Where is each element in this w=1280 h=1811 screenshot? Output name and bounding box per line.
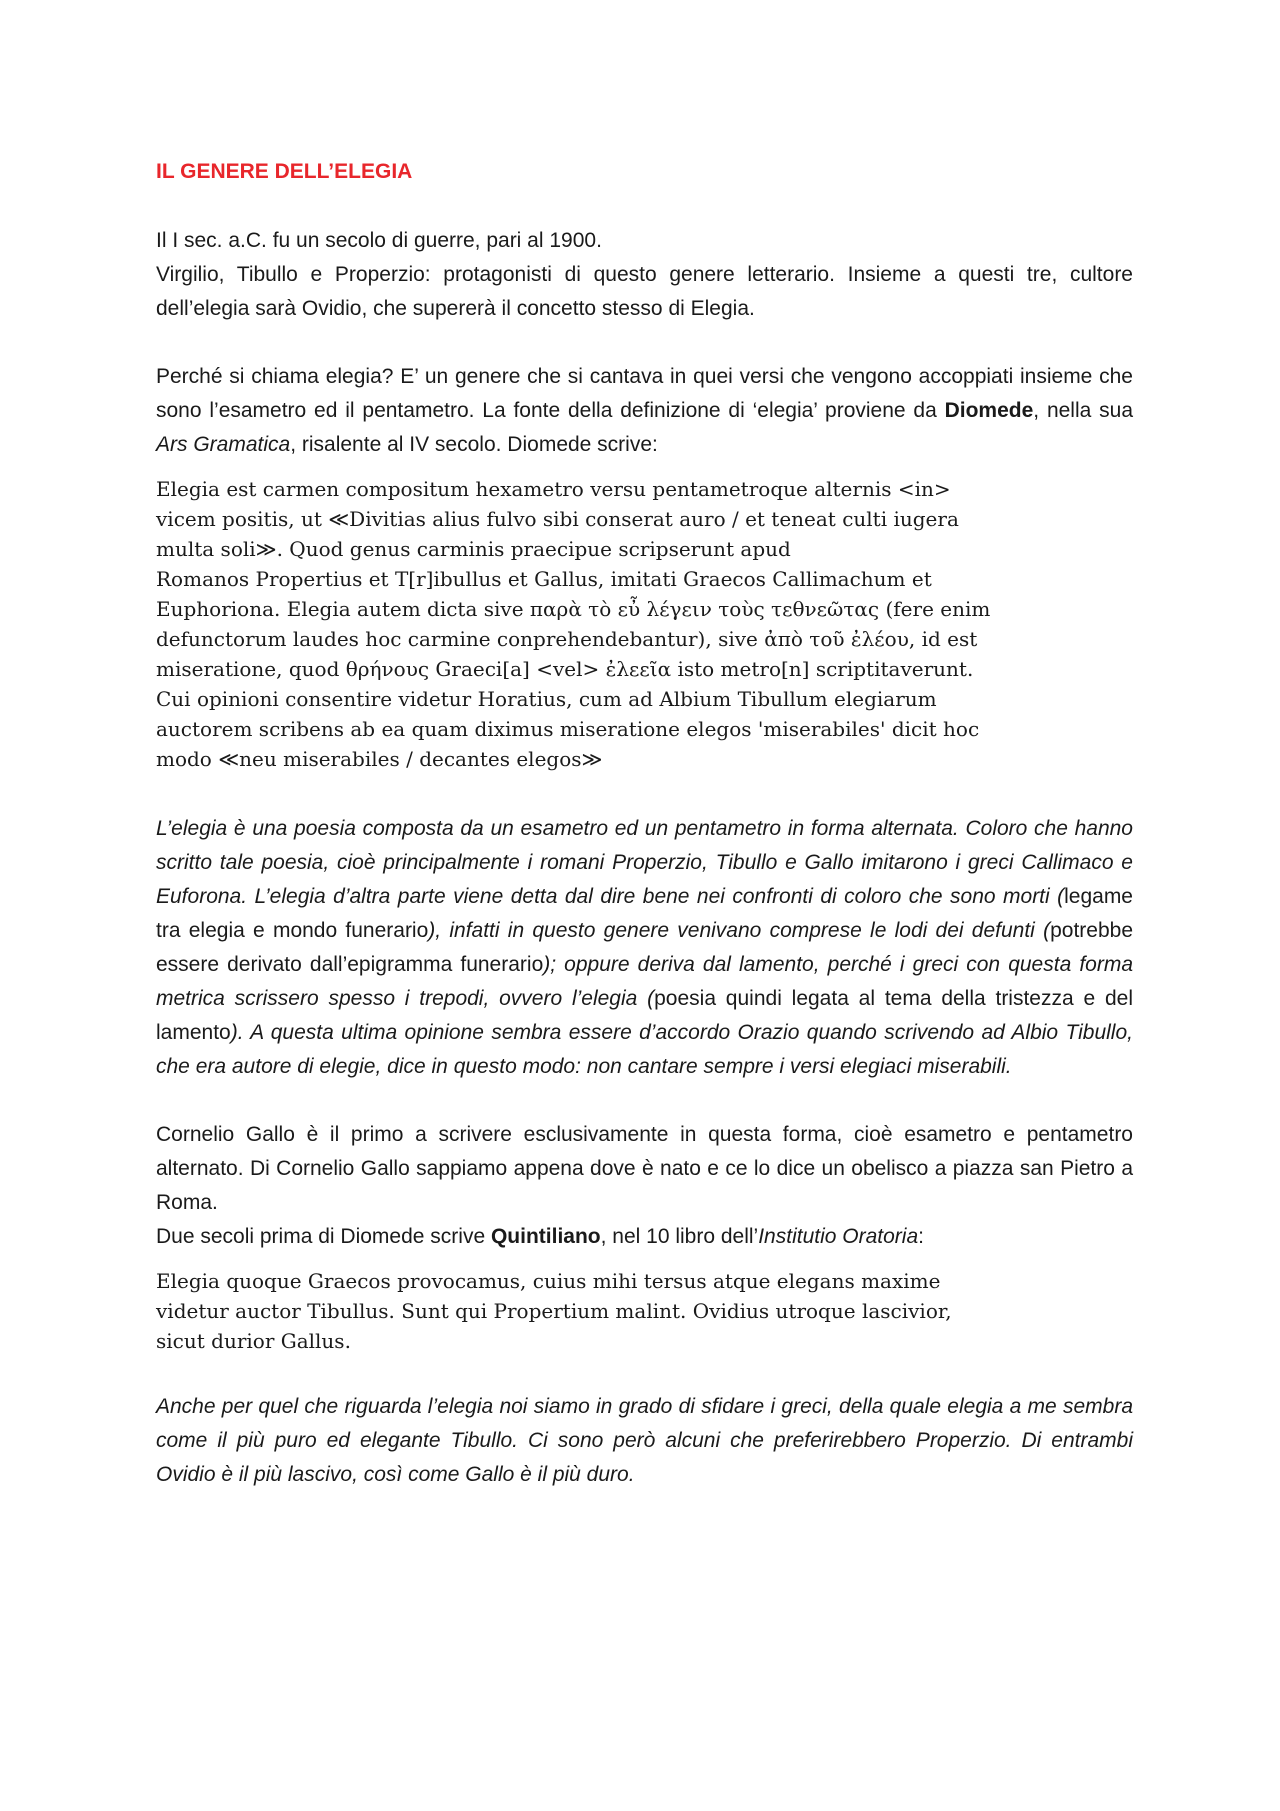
translation-text: ), infatti in questo genere venivano comprese le lodi dei defunti ( — [428, 919, 1051, 942]
origin-text-3: , risalente al IV secolo. Diomede scrive: — [290, 433, 658, 456]
latin-line: Elegia est carmen compositum hexametro versu pentametroque alternis <in> — [156, 477, 951, 501]
work-ars-gramatica: Ars Gramatica — [156, 433, 291, 456]
gallo-text: Cornelio Gallo è il primo a scrivere esclusivamente in questa forma, cioè esametro e pentametro alternato. Di Cornelio Gallo sappiamo appena dove è nato e ce lo dice un obelisco a piazza san Pietro a Roma. — [156, 1123, 1133, 1214]
latin-line: Elegia quoque Graecos provocamus, cuius mihi tersus atque elegans maxime — [156, 1269, 941, 1293]
gallo-paragraph — [156, 1118, 1133, 1254]
translation-text: L’elegia è una poesia composta da un esametro ed un pentametro in forma alternata. Coloro che hanno scritto tale poesia, cioè principalmente i romani Properzio, Tibullo e Gallo imitarono i greci Callimaco e Euforona. L’elegia d’altra parte viene detta dal dire bene nei confronti di coloro che sono morti ( — [156, 817, 1133, 908]
intro-line-1: Il I sec. a.C. fu un secolo di guerre, pari al 1900. — [156, 229, 602, 252]
diomede-latin-quote — [156, 474, 1133, 774]
document-title: IL GENERE DELL’ELEGIA — [156, 160, 413, 183]
translation-note: poesia quindi legata al tema della tristezza e del lamento — [156, 987, 1133, 1044]
latin-line: Euphoriona. Elegia autem dicta sive παρὰ τὸ εὖ λέγειν τοὺς τεθνεῶτας (fere enim — [156, 597, 991, 621]
latin-line: videtur auctor Tibullus. Sunt qui Propertium malint. Ovidius utroque lascivior, — [156, 1299, 952, 1323]
translation-text: ). A questa ultima opinione sembra essere d’accordo Orazio quando scrivendo ad Albio Tibullo, che era autore di elegie, dice in questo modo: non cantare sempre i versi elegiaci miserabili. — [156, 1021, 1133, 1078]
quintiliano-intro-text: , nel 10 libro dell’ — [600, 1225, 759, 1248]
translation-text: ); oppure deriva dal lamento, perché i greci con questa forma metrica scrissero spesso i trepodi, ovvero l’elegia ( — [156, 953, 1134, 1010]
latin-line: multa soli≫. Quod genus carminis praecipue scripserunt apud — [156, 537, 791, 561]
translation-note: potrebbe essere derivato dall’epigramma funerario — [156, 919, 1133, 976]
origin-text-2: , nella sua — [1033, 399, 1133, 422]
latin-line: sicut durior Gallus. — [156, 1329, 351, 1353]
quintiliano-latin-quote — [156, 1266, 1133, 1356]
origin-paragraph — [156, 360, 1133, 462]
latin-line: vicem positis, ut ≪Divitias alius fulvo sibi conserat auro / et teneat culti iugera — [156, 507, 959, 531]
quintiliano-intro-text: Due secoli prima di Diomede scrive — [156, 1225, 491, 1248]
latin-line: modo ≪neu miserabiles / decantes elegos≫ — [156, 747, 603, 771]
intro-line-2: Virgilio, Tibullo e Properzio: protagonisti di questo genere letterario. Insieme a questi tre, cultore dell’elegia sarà Ovidio, che supererà il concetto stesso di Elegia. — [156, 263, 1133, 320]
quintiliano-intro-text: : — [918, 1225, 924, 1248]
translation-note: legame tra elegia e mondo funerario — [156, 885, 1133, 942]
latin-line: Cui opinioni consentire videtur Horatius, cum ad Albium Tibullum elegiarum — [156, 687, 937, 711]
origin-text-1: Perché si chiama elegia? E’ un genere che si cantava in quei versi che vengono accoppiati insieme che sono l’esametro ed il pentametro. La fonte della definizione di ‘elegia’ proviene da — [156, 365, 1133, 422]
document-page — [156, 150, 1133, 1492]
intro-paragraph — [156, 224, 1133, 326]
latin-line: defunctorum laudes hoc carmine conprehendebantur), sive ἀπὸ τοῦ ἐλέου, id est — [156, 627, 978, 651]
latin-line: auctorem scribens ab ea quam diximus miseratione elegos 'miserabiles' dicit hoc — [156, 717, 980, 741]
translation-quintiliano: Anche per quel che riguarda l’elegia noi siamo in grado di sfidare i greci, della quale elegia a me sembra come il più puro ed elegante Tibullo. Ci sono però alcuni che preferirebbero Properzio. Di entrambi Ovidio è il più lascivo, così come Gallo è il più duro. — [156, 1395, 1133, 1486]
author-quintiliano: Quintiliano — [490, 1225, 601, 1248]
latin-line: Romanos Propertius et T[r]ibullus et Gallus, imitati Graecos Callimachum et — [156, 567, 932, 591]
author-diomede: Diomede — [944, 399, 1034, 422]
translation-diomede — [156, 812, 1133, 1084]
work-institutio-oratoria: Institutio Oratoria — [758, 1225, 919, 1248]
latin-line: miseratione, quod θρήνους Graeci[a] <vel> ἐλεεῖα isto metro[n] scriptitaverunt. — [156, 657, 974, 681]
